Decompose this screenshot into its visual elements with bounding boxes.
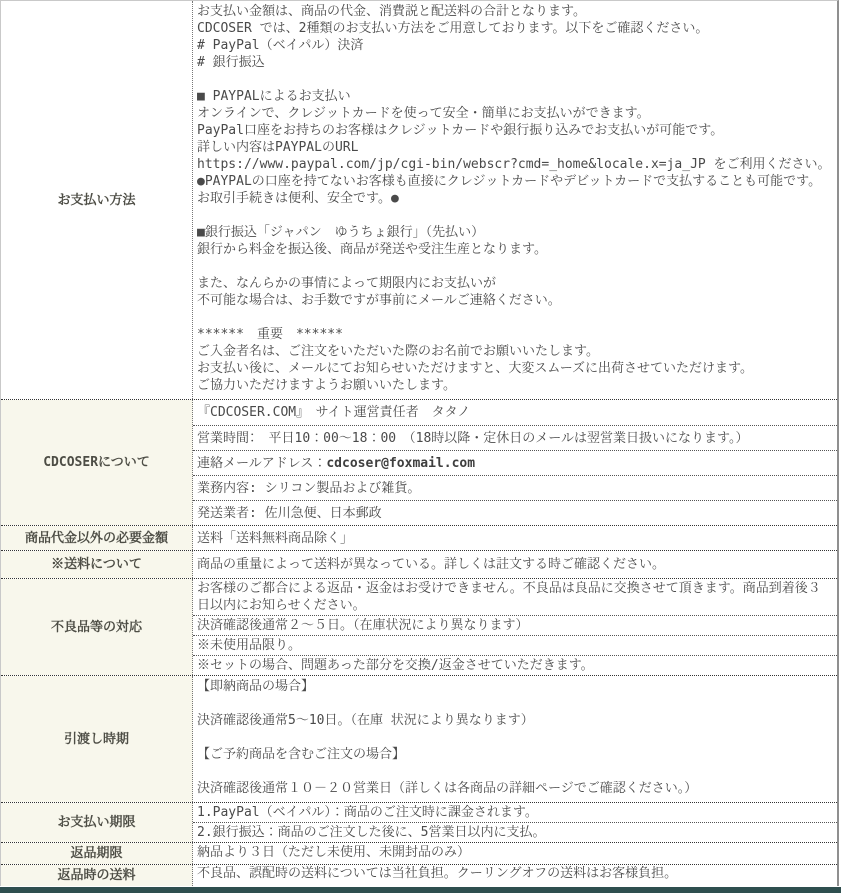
table-row-payment-method	[1, 1, 837, 399]
content-cell	[193, 526, 837, 550]
row-header-shipping-note	[1, 551, 193, 578]
text-line: 決済確認後通常5～10日。（在庫 状況により異なります）	[197, 713, 534, 728]
row-header-label: お支払い期限	[57, 815, 136, 830]
row-header-label: 商品代金以外の必要金額	[24, 530, 168, 546]
text-line: ****** 重要 ******	[197, 327, 343, 342]
text-line: ※未使用品限り。	[197, 638, 302, 653]
row-header-payment-method	[1, 1, 193, 399]
text-line	[197, 455, 833, 472]
row-content-extra-charges	[193, 526, 837, 550]
text-line: 営業時間： 平日10：00～18：00 （18時以降・定休日のメールは翌営業日扱いになります。）	[197, 430, 749, 446]
row-header-payment-deadline	[1, 803, 193, 842]
content-cell	[193, 676, 837, 802]
text-line	[197, 763, 833, 780]
text-line: 決済確認後通常２～５日。（在庫状況により異なります）	[197, 618, 529, 633]
text-line: 納品より３日（ただし未使用、未開封品のみ）	[197, 845, 471, 860]
content-cell	[193, 500, 837, 525]
row-header-extra-charges	[1, 526, 193, 550]
content-cell	[193, 843, 837, 862]
text-line: 業務内容: シリコン製品および雑貨。	[197, 480, 421, 496]
content-cell	[193, 615, 837, 635]
table-row-shipping-note	[1, 550, 837, 578]
content-cell	[193, 425, 837, 450]
text-line: 詳しい内容はPAYPALのURL	[197, 140, 359, 155]
text-line: 【即納商品の場合】	[197, 679, 315, 694]
content-cell	[193, 475, 837, 500]
text-line	[197, 695, 833, 712]
content-cell	[193, 551, 837, 578]
contact-email-text: cdcoser@foxmail.com	[326, 455, 476, 471]
text-line: ■銀行振込「ジャパン ゆうちょ銀行」（先払い）	[197, 225, 485, 240]
row-content-delivery-time	[193, 676, 837, 802]
bottom-divider-bar	[0, 887, 841, 893]
content-cell	[193, 400, 837, 425]
text-line: 商品の重量によって送料が異なっている。詳しくは註文する時ご確認ください。	[197, 557, 666, 572]
row-content-defective-items	[193, 579, 837, 675]
text-line: お客様のご都合による返品・返金はお受けできません。不良品は良品に交換させて頂きます。商品到着後３日以内にお知らせください。	[197, 581, 821, 613]
content-cell	[193, 579, 837, 615]
row-header-label: 不良品等の対応	[50, 619, 142, 635]
text-line: 2.銀行振込：商品のご注文した後に、5営業日以内に支払。	[197, 825, 546, 840]
row-header-return-shipping	[1, 865, 193, 886]
text-line: 発送業者: 佐川急便、日本郵政	[197, 505, 382, 521]
content-cell	[193, 822, 837, 842]
row-header-label: 返品期限	[70, 846, 123, 861]
table-row-extra-charges	[1, 525, 837, 550]
text-line: # PayPal（ベイパル）決済	[197, 38, 364, 53]
content-cell	[193, 803, 837, 822]
text-line	[197, 207, 833, 224]
row-content-return-deadline	[193, 843, 837, 864]
table-row-defective-items	[1, 578, 837, 675]
row-header-label: お支払い方法	[57, 192, 136, 208]
text-line: また、なんらかの事情によって期限内にお支払いが	[197, 276, 497, 291]
text-line	[197, 258, 833, 275]
email-label: 連絡メールアドレス：	[197, 455, 327, 471]
table-row-return-shipping	[1, 864, 837, 886]
paypal-url-text: https://www.paypal.com/jp/cgi-bin/webscr?cmd=_home&locale.x=ja_JP をご利用ください。	[197, 157, 831, 172]
text-line: ■ PAYPALによるお支払い	[197, 89, 351, 104]
text-line: 【ご予約商品を含むご注文の場合】	[197, 747, 406, 762]
text-line: お取引手続きは便利、安全です。●	[197, 191, 399, 206]
content-cell	[193, 655, 837, 675]
text-line: 送料「送料無料商品除く」	[197, 530, 354, 546]
text-line	[197, 729, 833, 746]
text-line: 銀行から料金を振込後、商品が発送や受注生産となります。	[197, 242, 547, 257]
text-line: ●PAYPALの口座を持てないお客様も直接にクレジットカードやデビットカードで支払することも可能です。	[197, 174, 822, 189]
text-line: CDCOSER では、2種類のお支払い方法をご用意しております。以下をご確認ください。	[197, 21, 709, 36]
text-line: PayPal口座をお持ちのお客様はクレジットカードや銀行振り込みでお支払いが可能です。	[197, 123, 724, 138]
text-line	[197, 309, 833, 326]
row-content-payment-deadline	[193, 803, 837, 842]
text-line: 1.PayPal（ベイパル）：商品のご注文時に課金されます。	[197, 805, 538, 820]
content-cell	[193, 1, 837, 399]
row-header-about-cdcoser	[1, 400, 193, 525]
text-line: 不良品、誤配時の送料については当社負担。クーリングオフの送料はお客様負担。	[197, 866, 678, 881]
row-header-label: 引渡し時期	[63, 731, 129, 747]
text-line: 決済確認後通常１０－２０営業日（詳しくは各商品の詳細ページでご確認ください。）	[197, 781, 698, 796]
row-header-label: ※送料について	[51, 557, 142, 572]
table-row-payment-deadline	[1, 802, 837, 842]
text-line: お支払い後に、メールにてお知らせいただけますと、大変スムーズに出荷させていただけます。	[197, 361, 754, 376]
text-line: ご協力いただけますようお願いいたします。	[197, 378, 456, 393]
content-cell	[193, 635, 837, 655]
row-header-defective-items	[1, 579, 193, 675]
text-line	[197, 71, 833, 88]
text-line: ご入金者名は、ご注文をいただいた際のお名前でお願いいたします。	[197, 344, 599, 359]
text-line: お支払い金額は、商品の代金、消費説と配送料の合計となります。	[197, 4, 586, 19]
row-header-return-deadline	[1, 843, 193, 864]
text-line: # 銀行振込	[197, 55, 265, 70]
row-content-shipping-note	[193, 551, 837, 578]
content-cell	[193, 450, 837, 475]
row-header-delivery-time	[1, 676, 193, 802]
row-header-label: 返品時の送料	[57, 868, 136, 883]
row-content-about-cdcoser	[193, 400, 837, 525]
table-row-return-deadline	[1, 842, 837, 864]
row-content-payment-method	[193, 1, 837, 399]
row-content-return-shipping	[193, 865, 837, 886]
text-line: ※セットの場合、問題あった部分を交換/返金させていただきます。	[197, 658, 594, 673]
text-line: 不可能な場合は、お手数ですが事前にメールご連絡ください。	[197, 293, 561, 308]
table-row-delivery-time	[1, 675, 837, 802]
table-row-about-cdcoser	[1, 399, 837, 525]
text-line: オンラインで、クレジットカードを使って安全・簡単にお支払いができます。	[197, 106, 650, 121]
row-header-label: CDCOSERについて	[43, 455, 150, 470]
text-line: 『CDCOSER.COM』 サイト運営責任者 タタノ	[197, 405, 471, 420]
